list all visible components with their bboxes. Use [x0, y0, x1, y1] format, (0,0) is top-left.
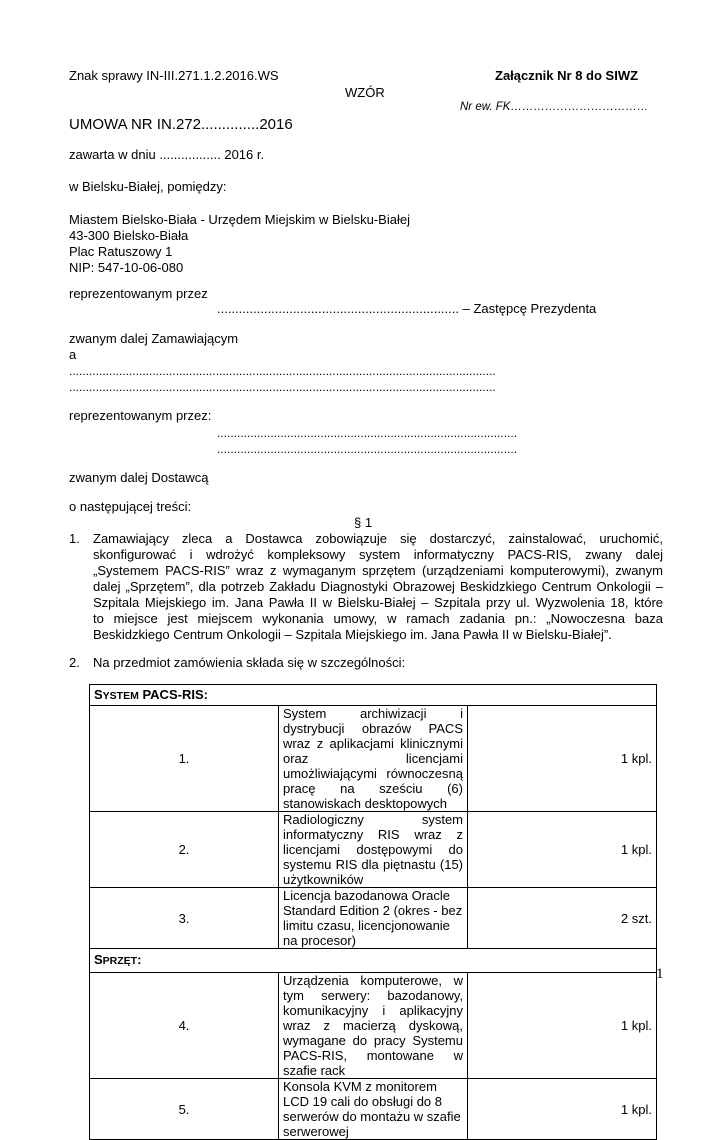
table-row — [90, 973, 657, 1079]
representative-line: ................................................................... – Zastępcę Prezydenta — [217, 301, 597, 316]
party1-street: Plac Ratuszowy 1 — [69, 244, 173, 259]
row-quantity: 1 kpl. — [468, 973, 657, 1079]
and-connector: a — [69, 347, 77, 362]
para1-line: to miejsce jest miejscem wykonania umowy, w ramach zadania pn.: „Nowoczesna baza — [93, 611, 663, 626]
section-header-part: : — [137, 952, 142, 967]
row-number: 5. — [90, 1079, 279, 1140]
table-row — [90, 888, 657, 949]
representative-line-2b: .......................................................................................... — [217, 442, 518, 456]
party1-name: Miastem Bielsko-Biała - Urzędem Miejskim w Bielsku-Białej — [69, 212, 410, 227]
para1-line: skonfigurować i wdrożyć kompleksowy system informatyczny PACS-RIS, zwany dalej — [93, 547, 663, 562]
called-dostawca: zwanym dalej Dostawcą — [69, 470, 209, 485]
order-items-table — [89, 684, 657, 1140]
row-quantity: 1 kpl. — [468, 706, 657, 812]
called-zamawiajacy: zwanym dalej Zamawiającym — [69, 331, 239, 346]
concluded-date-line: zawarta w dniu ................. 2016 r. — [69, 147, 265, 162]
case-reference: Znak sprawy IN-III.271.1.2.2016.WS — [69, 68, 279, 83]
row-description: System archiwizacji i dystrybucji obrazów PACS wraz z aplikacjami klinicznymi oraz licencjami umożliwiającymi równoczesną pracę na sześciu (6) stanowiskach desktopowych — [279, 706, 468, 812]
para1-line: „Systemem PACS-RIS” wraz z wymaganym sprzętem (urządzeniami komputerowymi), zwanym — [93, 563, 663, 578]
section-header-part: PRZĘT — [102, 955, 138, 967]
para1-line: dalej „Sprzętem”, dla potrzeb Zakładu Diagnostyki Obrazowej Beskidzkiego Centrum Onkologii – — [93, 579, 663, 594]
section-mark: § 1 — [354, 515, 373, 530]
row-number: 1. — [90, 706, 279, 812]
row-description: Licencja bazodanowa Oracle Standard Edition 2 (okres - bez limitu czasu, licencjonowanie na procesor) — [279, 888, 468, 949]
section-equipment-header — [90, 949, 657, 973]
para1-number: 1. — [69, 531, 80, 546]
section-header-part: S — [94, 686, 103, 702]
table-section-header — [90, 949, 657, 973]
contract-title: UMOWA NR IN.272..............2016 — [69, 116, 293, 133]
section-header-part: S — [94, 952, 103, 967]
row-quantity: 1 kpl. — [468, 812, 657, 888]
party1-postal: 43-300 Bielsko-Biała — [69, 228, 189, 243]
attachment-label: Załącznik Nr 8 do SIWZ — [495, 68, 639, 83]
row-description: Konsola KVM z monitorem LCD 19 cali do obsługi do 8 serwerów do montażu w szafie serwerowej — [279, 1079, 468, 1140]
party2-blank-line-1: ................................................................................................................................ — [69, 364, 496, 378]
para2-text: Na przedmiot zamówienia składa się w szczególności: — [93, 655, 406, 670]
row-description: Urządzenia komputerowe, w tym serwery: bazodanowy, komunikacyjny i aplikacyjny wraz z macierzą dyskową, wymagane do pracy Systemu PACS-RIS, montowane w szafie rack — [279, 973, 468, 1079]
registry-number: Nr ew. FK……………………………… — [460, 101, 649, 113]
row-number: 2. — [90, 812, 279, 888]
row-number: 4. — [90, 973, 279, 1079]
template-label: WZÓR — [345, 85, 385, 100]
table-row — [90, 812, 657, 888]
representative-line-2a: .......................................................................................... — [217, 426, 518, 440]
row-number: 3. — [90, 888, 279, 949]
section-system-header — [90, 685, 657, 706]
section-header-part: YSTEM — [102, 689, 139, 702]
row-description: Radiologiczny system informatyczny RIS wraz z licencjami dostępowymi do systemu RIS dla piętnastu (15) użytkowników — [279, 812, 468, 888]
table-row — [90, 706, 657, 812]
row-quantity: 2 szt. — [468, 888, 657, 949]
table-row — [90, 1079, 657, 1140]
following-content: o następującej treści: — [69, 499, 192, 514]
represented-by-label: reprezentowanym przez — [69, 286, 208, 301]
place-line: w Bielsku-Białej, pomiędzy: — [69, 179, 227, 194]
represented-by-label-2: reprezentowanym przez: — [69, 408, 212, 423]
para2-number: 2. — [69, 655, 80, 670]
row-quantity: 1 kpl. — [468, 1079, 657, 1140]
para1-line: Beskidzkiego Centrum Onkologii – Szpitala Miejskiego im. Jana Pawła II w Bielsku-Białej”. — [93, 627, 612, 642]
party2-blank-line-2: ................................................................................................................................ — [69, 380, 496, 394]
para1-line: Zamawiający zleca a Dostawca zobowiązuje się dostarczyć, zainstalować, uruchomić, — [93, 531, 663, 546]
section-header-part: PACS-RIS: — [138, 686, 208, 702]
table-section-header — [90, 685, 657, 706]
para1-line: Szpitala Miejskiego im. Jana Pawła II w Bielsku-Białej – Szpitala przy ul. Wyzwolenia 18, które — [93, 595, 663, 610]
party1-nip: NIP: 547-10-06-080 — [69, 260, 184, 275]
page-number: 1 — [656, 966, 664, 982]
